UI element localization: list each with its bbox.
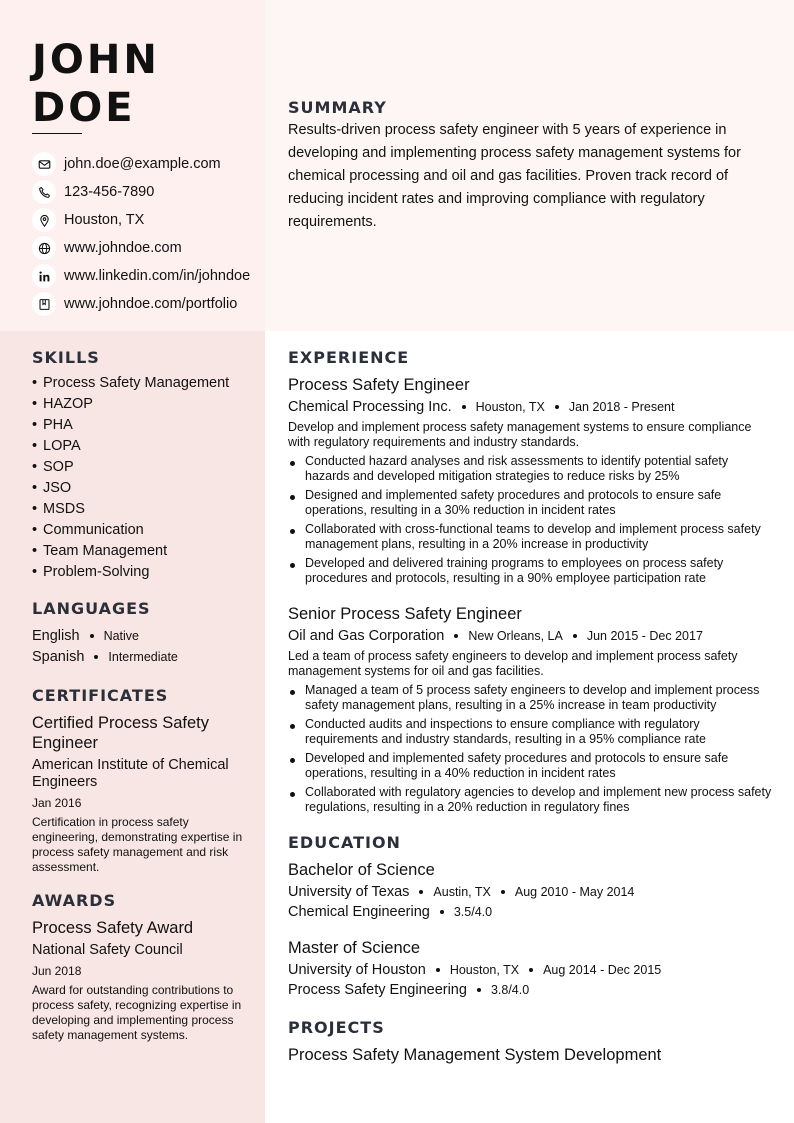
certificate-name: Certified Process Safety Engineer xyxy=(32,714,209,752)
skill-item: • Team Management xyxy=(32,543,252,560)
summary-section xyxy=(288,98,772,234)
job-dates: Jan 2018 - Present xyxy=(568,400,675,414)
education-field-row xyxy=(288,982,774,998)
skill-item: • Communication xyxy=(32,522,252,539)
portfolio-icon xyxy=(32,292,56,316)
separator-dot xyxy=(573,634,577,638)
education-field-row xyxy=(288,904,774,920)
job-location: Houston, TX xyxy=(475,400,545,414)
first-name: JOHN xyxy=(32,37,160,83)
candidate-name xyxy=(32,36,160,132)
contact-list xyxy=(32,150,250,318)
name-divider xyxy=(32,133,82,134)
education-gpa: 3.5/4.0 xyxy=(453,905,493,919)
job-bullets xyxy=(288,683,774,815)
mail-icon xyxy=(32,152,56,176)
degree-title: Bachelor of Science xyxy=(288,861,435,879)
skill-item: • MSDS xyxy=(32,501,252,518)
education-gpa: 3.8/4.0 xyxy=(490,983,530,997)
education-field: Chemical Engineering xyxy=(288,904,430,920)
language-row xyxy=(32,646,252,667)
job-bullet: Collaborated with regulatory agencies to develop and implement new process safety regulations, resulting in a 20% reduction in regulatory fines xyxy=(288,785,774,815)
skill-item: • Problem-Solving xyxy=(32,564,252,581)
right-column xyxy=(288,348,774,1065)
globe-icon xyxy=(32,236,56,260)
skills-list xyxy=(32,375,252,581)
project-name: Process Safety Management System Development xyxy=(288,1046,662,1064)
education-meta xyxy=(288,884,774,900)
separator-dot xyxy=(419,890,423,894)
education-meta xyxy=(288,962,774,978)
separator-dot xyxy=(94,655,98,659)
education-title: EDUCATION xyxy=(288,833,401,852)
school-location: Austin, TX xyxy=(433,885,491,899)
certificates-title: CERTIFICATES xyxy=(32,686,169,705)
job-title: Senior Process Safety Engineer xyxy=(288,605,522,623)
separator-dot xyxy=(440,910,444,914)
job-description: Develop and implement process safety management systems to ensure compliance with regulatory requirements and industry standards. xyxy=(288,420,752,449)
contact-portfolio-text: www.johndoe.com/portfolio xyxy=(64,296,238,312)
job-dates: Jun 2015 - Dec 2017 xyxy=(586,629,703,643)
job-bullet: Conducted audits and inspections to ensure compliance with regulatory requirements and industry standards, resulting in a 95% compliance rate xyxy=(288,717,774,747)
contact-linkedin[interactable] xyxy=(32,262,250,290)
separator-dot xyxy=(555,405,559,409)
experience-title: EXPERIENCE xyxy=(288,348,410,367)
job-bullet: Designed and implemented safety procedures and protocols to ensure safe operations, resulting in a 30% reduction in incident rates xyxy=(288,488,774,518)
contact-website-text: www.johndoe.com xyxy=(64,240,182,256)
contact-location-text: Houston, TX xyxy=(64,212,145,228)
award-org: National Safety Council xyxy=(32,942,183,958)
job-bullet: Developed and delivered training programs to employees on process safety procedures and protocols, resulting in a 90% employee participation rate xyxy=(288,556,774,586)
language-level: Native xyxy=(103,628,139,643)
separator-dot xyxy=(477,988,481,992)
job-company: Oil and Gas Corporation xyxy=(288,628,445,644)
language-row xyxy=(32,625,252,646)
contact-phone-text: 123-456-7890 xyxy=(64,184,155,200)
job-meta xyxy=(288,628,774,644)
degree-title: Master of Science xyxy=(288,939,421,957)
job-title: Process Safety Engineer xyxy=(288,376,470,394)
job-meta xyxy=(288,399,774,415)
languages-title: LANGUAGES xyxy=(32,599,151,618)
award-date: Jun 2018 xyxy=(32,964,82,978)
certificate-description: Certification in process safety engineering, demonstrating expertise in process safety management and risk assessment. xyxy=(32,815,243,874)
language-name: Spanish xyxy=(32,648,85,665)
certificate-org: American Institute of Chemical Engineers xyxy=(32,757,229,790)
school-location: Houston, TX xyxy=(449,963,520,977)
job-bullet: Conducted hazard analyses and risk assessments to identify potential safety hazards and developed mitigation strategies to reduce risks by 25% xyxy=(288,454,774,484)
job-bullet: Developed and implemented safety procedures and protocols to ensure safe operations, resulting in a 40% reduction in incident rates xyxy=(288,751,774,781)
certificate-date: Jan 2016 xyxy=(32,796,82,810)
education-dates: Aug 2010 - May 2014 xyxy=(514,885,635,899)
separator-dot xyxy=(436,968,440,972)
education-field: Process Safety Engineering xyxy=(288,982,467,998)
contact-website[interactable] xyxy=(32,234,250,262)
location-icon xyxy=(32,208,56,232)
job-company: Chemical Processing Inc. xyxy=(288,399,452,415)
summary-title: SUMMARY xyxy=(288,98,387,117)
phone-icon xyxy=(32,180,56,204)
separator-dot xyxy=(454,634,458,638)
education-dates: Aug 2014 - Dec 2015 xyxy=(543,963,662,977)
last-name: DOE xyxy=(32,85,136,131)
left-column xyxy=(32,348,252,1043)
job-location: New Orleans, LA xyxy=(468,629,563,643)
skill-item: • HAZOP xyxy=(32,396,252,413)
skill-item: • SOP xyxy=(32,459,252,476)
skill-item: • LOPA xyxy=(32,438,252,455)
skills-title: SKILLS xyxy=(32,348,100,367)
separator-dot xyxy=(90,634,94,638)
skill-item: • Process Safety Management xyxy=(32,375,252,392)
award-name: Process Safety Award xyxy=(32,919,194,937)
contact-phone[interactable] xyxy=(32,178,250,206)
language-name: English xyxy=(32,627,80,644)
contact-email[interactable] xyxy=(32,150,250,178)
job-bullet: Collaborated with cross-functional teams to develop and implement process safety management plans, resulting in a 20% increase in productivity xyxy=(288,522,774,552)
language-level: Intermediate xyxy=(108,649,178,664)
summary-text: Results-driven process safety engineer with 5 years of experience in developing and implementing process safety management systems for chemical processing and oil and gas facilities. Proven track record of reducing incident rates and improving compliance with regulatory requirements. xyxy=(288,122,741,230)
skill-item: • PHA xyxy=(32,417,252,434)
award-description: Award for outstanding contributions to process safety, recognizing expertise in developing and implementing process safety management systems. xyxy=(32,983,242,1042)
skill-item: • JSO xyxy=(32,480,252,497)
contact-linkedin-text: www.linkedin.com/in/johndoe xyxy=(64,268,251,284)
separator-dot xyxy=(501,890,505,894)
contact-portfolio[interactable] xyxy=(32,290,250,318)
separator-dot xyxy=(529,968,533,972)
job-description: Led a team of process safety engineers to develop and implement process safety management systems for oil and gas facilities. xyxy=(288,649,738,678)
contact-location xyxy=(32,206,250,234)
job-bullets xyxy=(288,454,774,586)
contact-email-text: john.doe@example.com xyxy=(64,156,221,172)
school-name: University of Houston xyxy=(288,962,426,978)
projects-title: PROJECTS xyxy=(288,1018,385,1037)
separator-dot xyxy=(462,405,466,409)
awards-title: AWARDS xyxy=(32,891,117,910)
linkedin-icon xyxy=(32,264,56,288)
school-name: University of Texas xyxy=(288,884,410,900)
job-bullet: Managed a team of 5 process safety engineers to develop and implement process safety management plans, resulting in a 25% increase in team productivity xyxy=(288,683,774,713)
